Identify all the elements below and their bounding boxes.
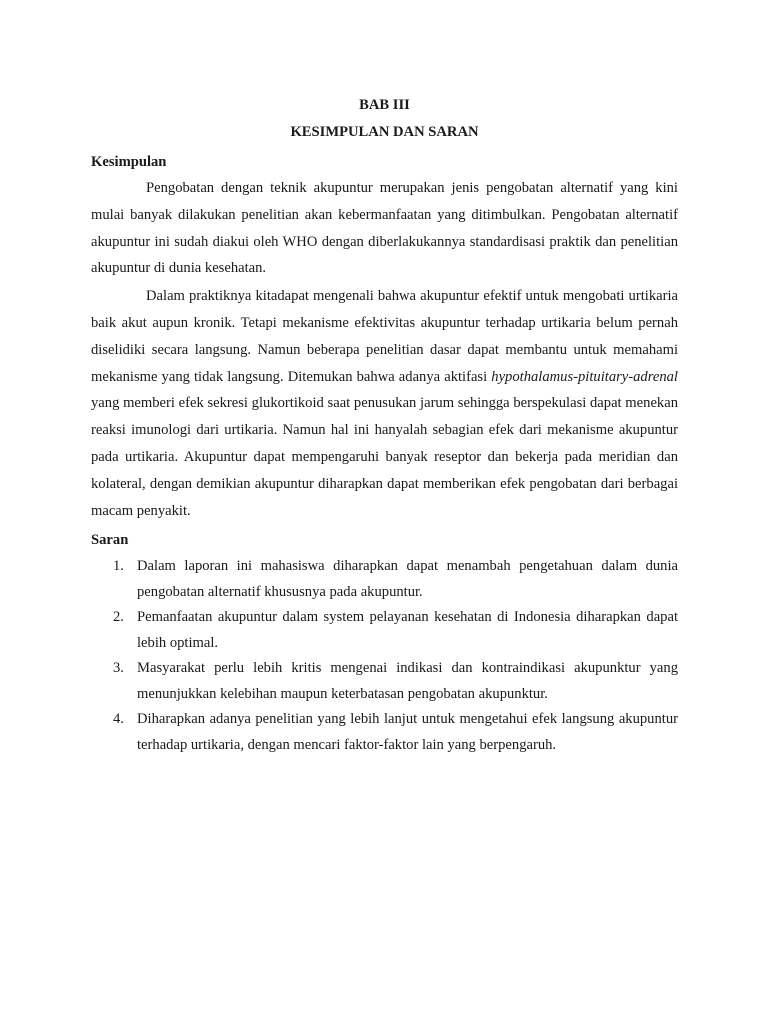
saran-item-1 bbox=[91, 553, 678, 605]
kesimpulan-paragraph-1: Pengobatan dengan teknik akupuntur merupakan jenis pengobatan alternatif yang kini mulai banyak dilakukan penelitian akan kebermanfaatan yang ditimbulkan. Pengobatan alternatif akupuntur ini sudah diakui oleh WHO dengan diberlakukannya standardisasi praktik dan penelitian akupuntur di dunia kesehatan. bbox=[91, 180, 678, 277]
list-item-number: 3. bbox=[113, 660, 124, 677]
list-item-number: 2. bbox=[113, 609, 124, 626]
list-item-text: Diharapkan adanya penelitian yang lebih lanjut untuk mengetahui efek langsung akupuntur terhadap urtikaria, dengan mencari faktor-faktor lain yang berpengaruh. bbox=[137, 711, 678, 754]
document-page bbox=[91, 92, 678, 757]
section-heading-kesimpulan: Kesimpulan bbox=[91, 154, 167, 170]
chapter-title: KESIMPULAN DAN SARAN bbox=[290, 124, 479, 140]
paragraph-2-text-start: Dalam praktiknya kitadapat mengenali bahwa akupuntur efektif untuk mengobati urtikaria baik akut aupun kronik. Tetapi mekanisme efektivitas akupuntur terhadap urtikaria belum pernah diselidiki secara langsung. Namun beberapa penelitian dasar dapat membantu untuk memahami mekanisme yang tidak langsung. Ditemukan bahwa adanya aktifasi bbox=[91, 288, 678, 385]
list-item-text: Dalam laporan ini mahasiswa diharapkan dapat menambah pengetahuan dalam dunia pengobatan alternatif khususnya pada akupuntur. bbox=[137, 558, 678, 601]
kesimpulan-paragraph-2 bbox=[91, 283, 678, 524]
saran-item-3 bbox=[91, 655, 678, 707]
list-item-number: 4. bbox=[113, 711, 124, 728]
paragraph-2-italic-term: hypothalamus-pituitary-adrenal bbox=[491, 368, 678, 385]
list-item-number: 1. bbox=[113, 558, 124, 575]
saran-item-4 bbox=[91, 706, 678, 758]
list-item-text: Pemanfaatan akupuntur dalam system pelayanan kesehatan di Indonesia diharapkan dapat lebih optimal. bbox=[137, 609, 678, 652]
list-item-text: Masyarakat perlu lebih kritis mengenai indikasi dan kontraindikasi akupunktur yang menunjukkan kelebihan maupun keterbatasan pengobatan akupunktur. bbox=[137, 660, 678, 703]
chapter-number: BAB III bbox=[359, 97, 410, 113]
saran-list bbox=[91, 553, 678, 758]
section-heading-saran: Saran bbox=[91, 532, 129, 549]
saran-item-2 bbox=[91, 604, 678, 656]
paragraph-2-text-end: yang memberi efek sekresi glukortikoid saat penusukan jarum sehingga berspekulasi dapat menekan reaksi imunologi dari urtikaria. Namun hal ini hanyalah sebagian efek dari mekanisme akupuntur pada urtikaria. Akupuntur dapat mempengaruhi banyak reseptor dan bekerja pada meridian dan kolateral, dengan demikian akupuntur diharapkan dapat memberikan efek pengobatan dari berbagai macam penyakit. bbox=[91, 395, 678, 519]
